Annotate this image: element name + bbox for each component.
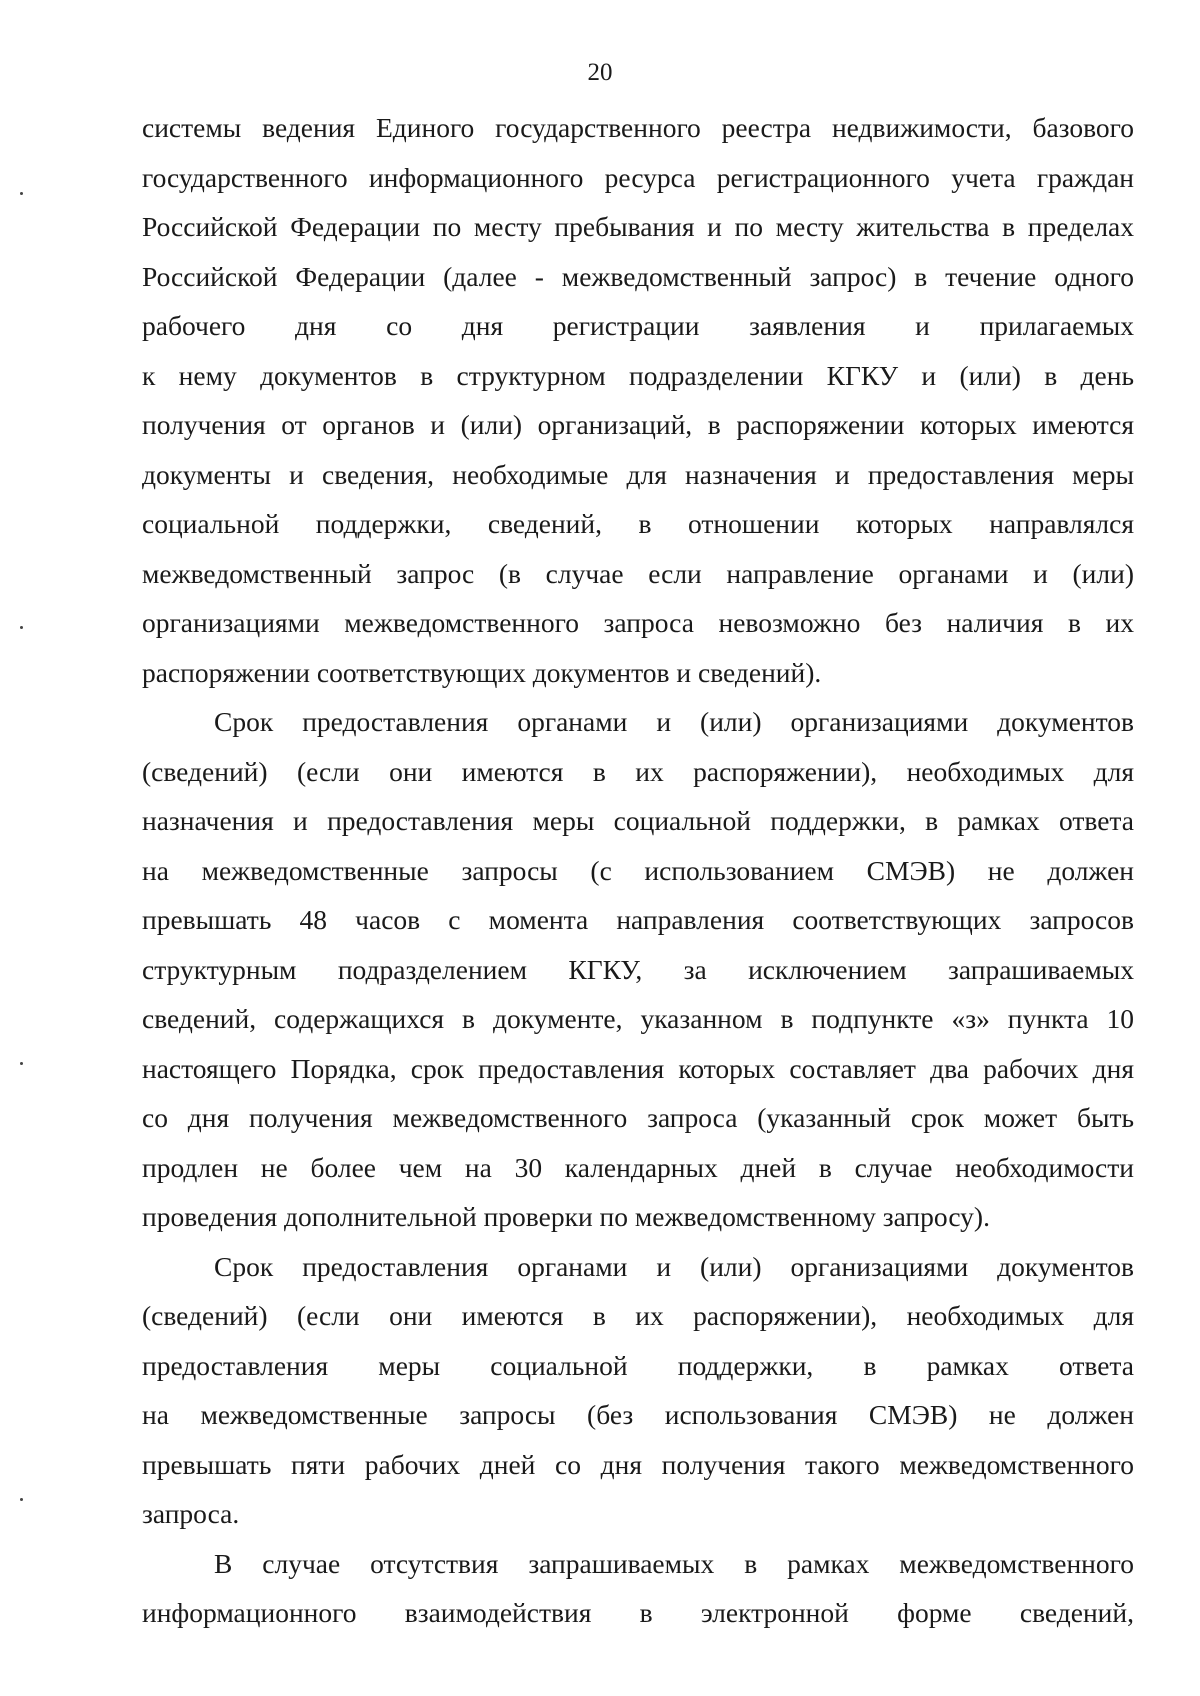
text-line: организациями межведомственного запроса невозможно без наличия в их (142, 607, 1134, 638)
text-line: информационного взаимодействия в электронной форме сведений, (142, 1597, 1134, 1628)
text-line: системы ведения Единого государственного реестра недвижимости, базового (142, 112, 1134, 143)
text-line: со дня получения межведомственного запроса (указанный срок может быть (142, 1102, 1134, 1133)
margin-mark (20, 626, 23, 629)
margin-mark (20, 1062, 23, 1065)
text-line: к нему документов в структурном подразделении КГКУ и (или) в день (142, 359, 1134, 391)
text-line: документы и сведения, необходимые для назначения и предоставления меры (142, 458, 1134, 490)
margin-mark (20, 192, 23, 195)
text-line: превышать 48 часов с момента направления соответствующих запросов (142, 904, 1134, 935)
text-line: Российской Федерации (далее - межведомственный запрос) в течение одного (142, 260, 1134, 292)
text-line: получения от органов и (или) организаций, в распоряжении которых имеются (142, 409, 1134, 440)
text-line: сведений, содержащихся в документе, указанном в подпункте «з» пункта 10 (142, 1003, 1134, 1034)
text-line: В случае отсутствия запрашиваемых в рамках межведомственного (214, 1547, 1134, 1579)
text-line: на межведомственные запросы (с использованием СМЭВ) не должен (142, 854, 1134, 886)
text-line: продлен не более чем на 30 календарных дней в случае необходимости (142, 1151, 1134, 1183)
page-number: 20 (587, 59, 613, 86)
margin-mark (20, 1498, 23, 1501)
text-line: Срок предоставления органами и (или) организациями документов (214, 706, 1134, 737)
text-line: (сведений) (если они имеются в их распоряжении), необходимых для (142, 1300, 1134, 1331)
text-line: настоящего Порядка, срок предоставления которых составляет два рабочих дня (142, 1052, 1134, 1084)
text-line: проведения дополнительной проверки по межведомственному запросу). (142, 1201, 990, 1232)
text-line: государственного информационного ресурса регистрационного учета граждан (142, 161, 1134, 193)
text-line: структурным подразделением КГКУ, за исключением запрашиваемых (142, 953, 1134, 985)
text-line: превышать пяти рабочих дней со дня получения такого межведомственного (142, 1448, 1134, 1480)
document-body (142, 103, 1134, 1638)
text-line: Срок предоставления органами и (или) организациями документов (214, 1250, 1134, 1282)
text-line: предоставления меры социальной поддержки, в рамках ответа (142, 1349, 1134, 1381)
text-line: межведомственный запрос (в случае если направление органами и (или) (142, 557, 1134, 589)
text-line: социальной поддержки, сведений, в отношении которых направлялся (142, 508, 1134, 539)
text-line: Российской Федерации по месту пребывания и по месту жительства в пределах (142, 211, 1134, 242)
text-line: распоряжении соответствующих документов и сведений). (142, 656, 822, 688)
text-line: рабочего дня со дня регистрации заявления и прилагаемых (142, 310, 1134, 341)
text-line: назначения и предоставления меры социальной поддержки, в рамках ответа (142, 805, 1134, 836)
text-line: (сведений) (если они имеются в их распоряжении), необходимых для (142, 755, 1134, 787)
text-line: запроса. (142, 1498, 240, 1529)
text-line: на межведомственные запросы (без использования СМЭВ) не должен (142, 1399, 1134, 1430)
